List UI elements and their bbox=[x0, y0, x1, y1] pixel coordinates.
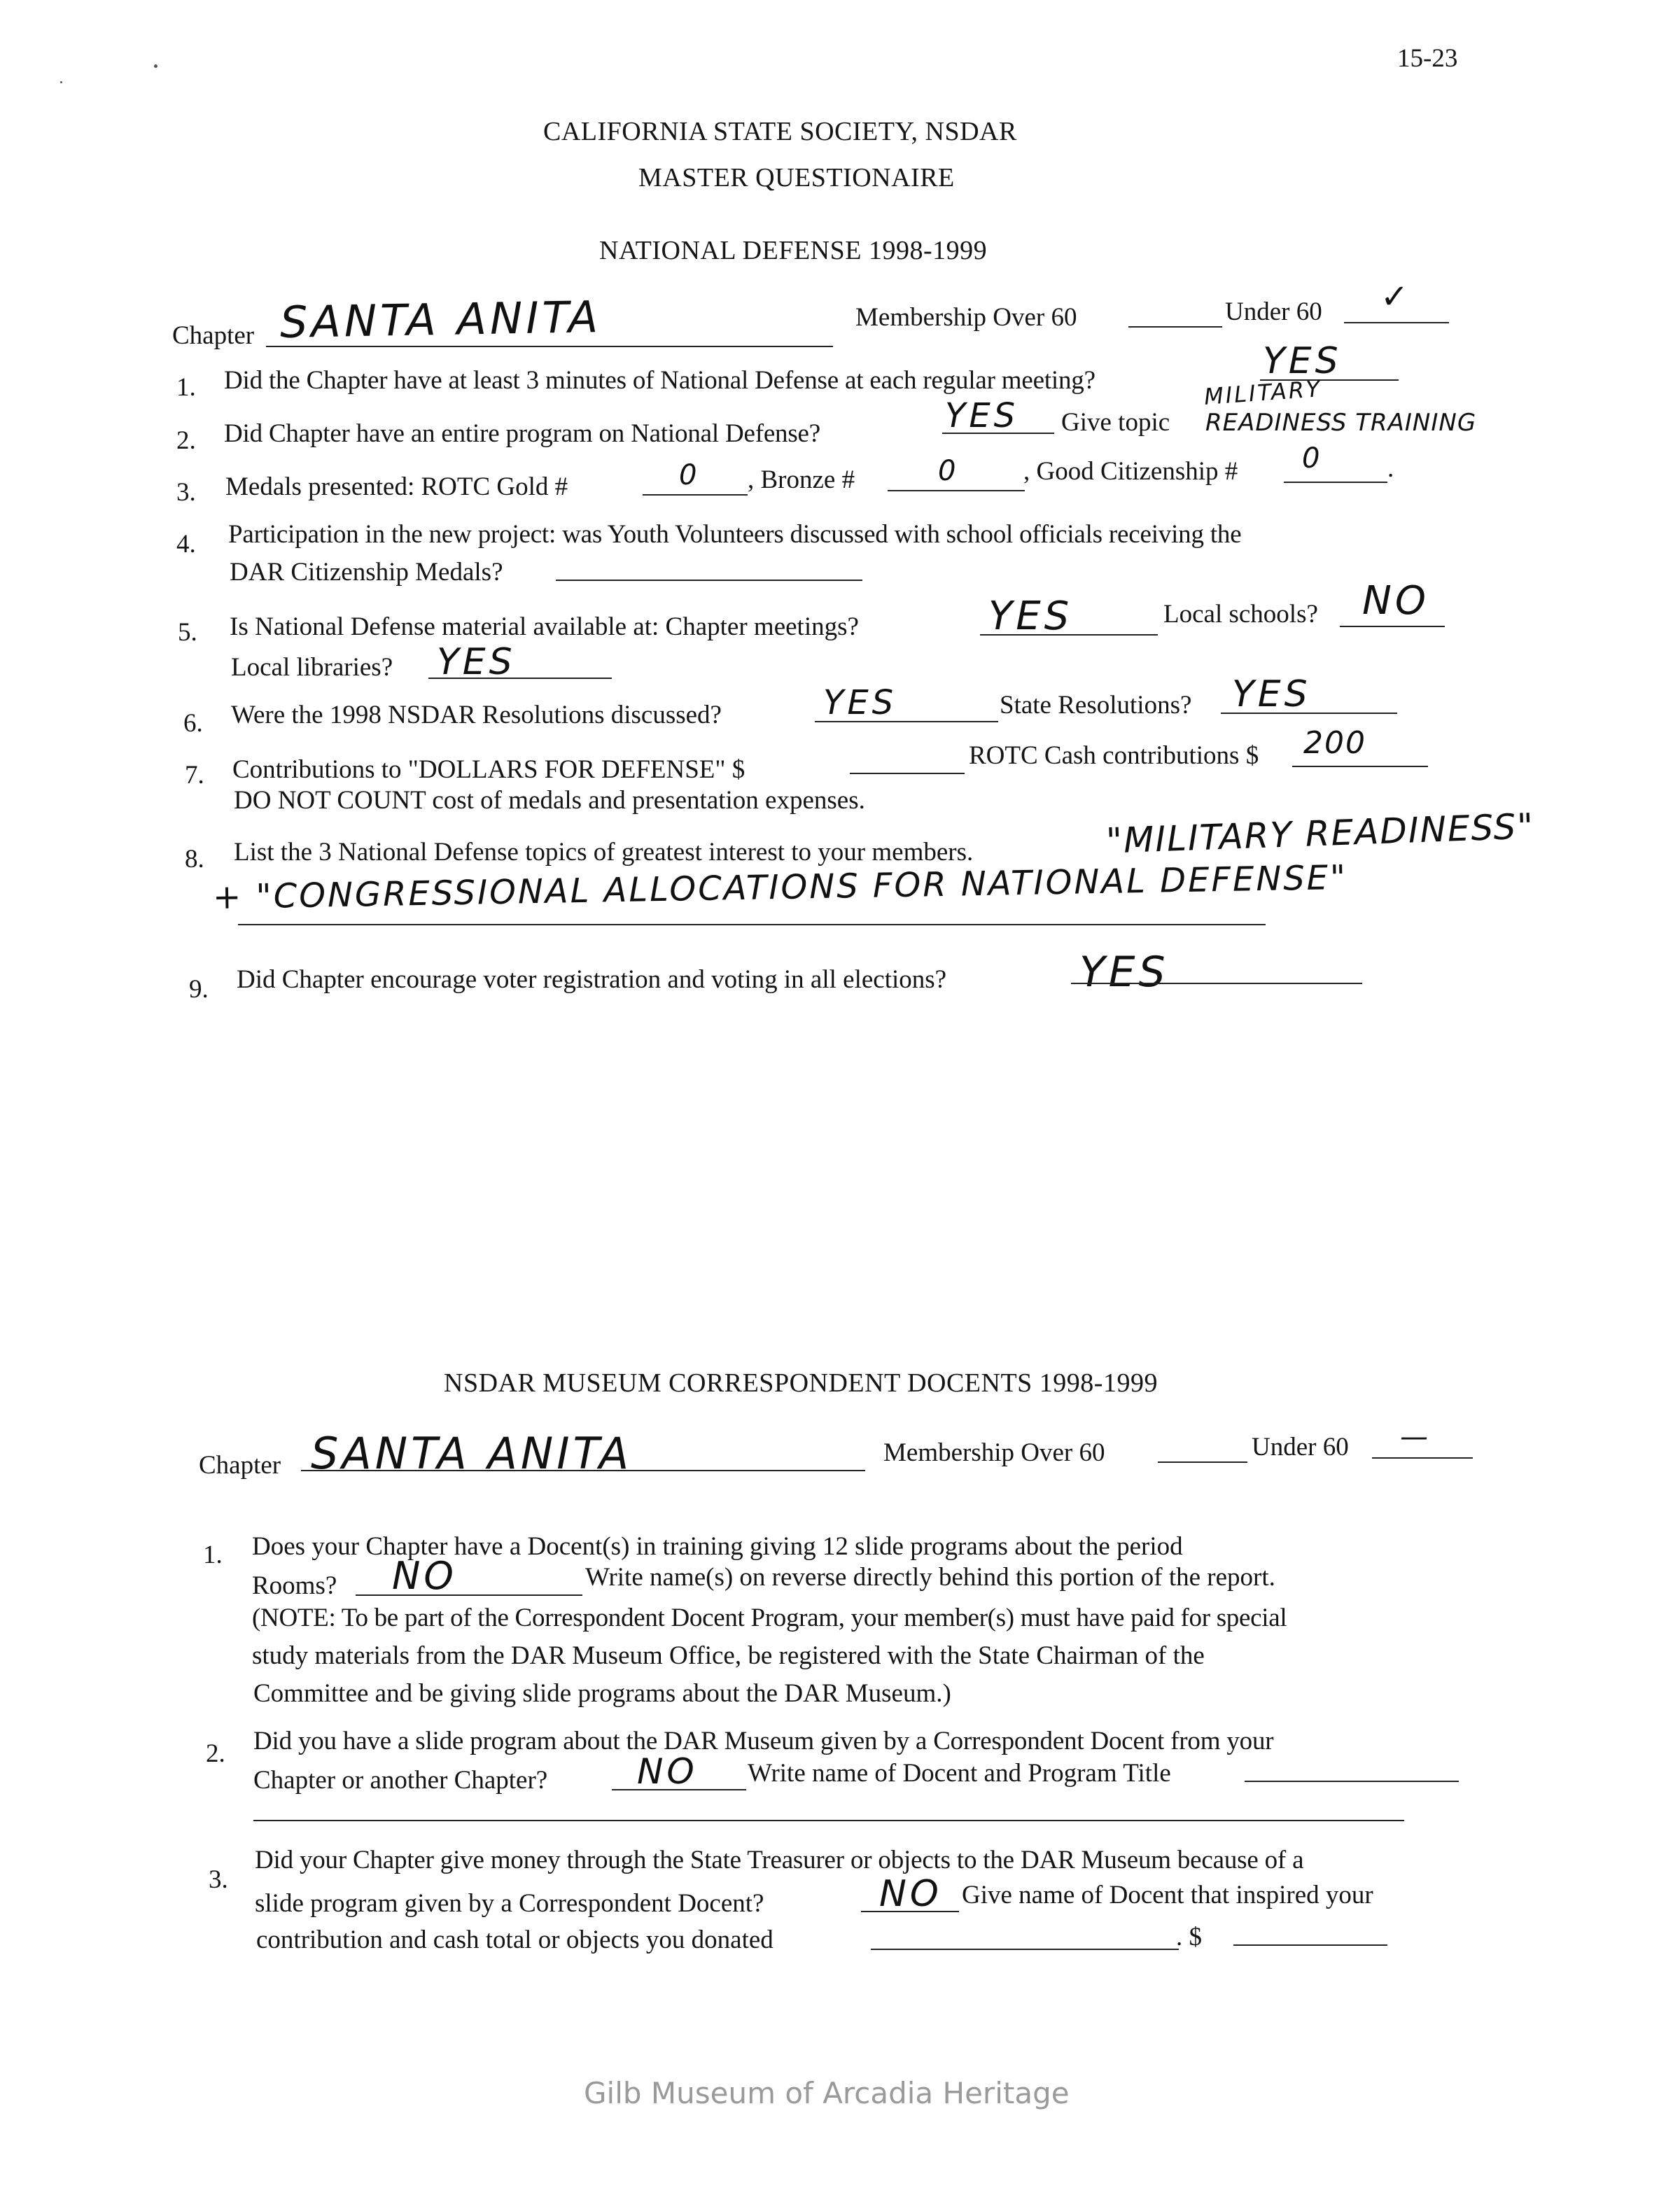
q4-line1: Participation in the new project: was Youth Volunteers discussed with school officials receiving the bbox=[228, 520, 1242, 549]
section2-membership-over-line bbox=[1158, 1461, 1247, 1463]
q2-answer: YES bbox=[945, 396, 1019, 435]
q3-bronze-label: , Bronze # bbox=[748, 465, 855, 494]
q1-text: Did the Chapter have at least 3 minutes of National Defense at each regular meeting? bbox=[224, 366, 1096, 395]
chapter-line bbox=[266, 346, 833, 347]
q6-state-line bbox=[1221, 713, 1397, 714]
s2-q1-line bbox=[356, 1594, 582, 1596]
q6-state-label: State Resolutions? bbox=[1000, 691, 1192, 720]
scan-speck bbox=[154, 64, 158, 68]
under-60-handwritten: ✓ bbox=[1380, 277, 1413, 316]
s2-q1-note-line3: Committee and be giving slide programs about the DAR Museum.) bbox=[253, 1679, 951, 1708]
questionnaire-title: MASTER QUESTIONAIRE bbox=[638, 163, 955, 192]
q5-line1: Is National Defense material available at: Chapter meetings? bbox=[230, 612, 859, 641]
q2-text: Did Chapter have an entire program on National Defense? bbox=[224, 419, 820, 448]
section-title-museum-docents: NSDAR MUSEUM CORRESPONDENT DOCENTS 1998-1999 bbox=[444, 1368, 1158, 1398]
scan-speck bbox=[60, 81, 62, 83]
q6-answer: YES bbox=[823, 683, 897, 722]
q5-local-schools-answer: NO bbox=[1362, 578, 1429, 624]
q3-number: 3. bbox=[176, 478, 196, 507]
q4-line bbox=[556, 580, 862, 581]
q5-line2: Local libraries? bbox=[231, 653, 393, 682]
s2-q2-extra-line bbox=[253, 1820, 1404, 1821]
q7-rotc-label: ROTC Cash contributions $ bbox=[969, 741, 1259, 770]
q5-chapter-meetings-answer: YES bbox=[988, 594, 1073, 639]
chapter-label: Chapter bbox=[172, 321, 255, 350]
q7-dollars-line bbox=[850, 773, 965, 774]
page-number: 15-23 bbox=[1397, 44, 1458, 73]
q3-bronze-line bbox=[888, 490, 1025, 491]
q2-topic-label: Give topic bbox=[1061, 408, 1170, 437]
q7-line1: Contributions to "DOLLARS FOR DEFENSE" $ bbox=[232, 755, 746, 784]
s2-q2-line1: Did you have a slide program about the DAR Museum given by a Correspondent Docent from your bbox=[253, 1727, 1274, 1755]
q5-number: 5. bbox=[178, 618, 197, 647]
s2-q2-number: 2. bbox=[206, 1739, 225, 1768]
q8-answer-2: + "CONGRESSIONAL ALLOCATIONS FOR NATIONAL DEFENSE" bbox=[212, 857, 1348, 918]
q4-line2: DAR Citizenship Medals? bbox=[230, 558, 503, 587]
s2-q3-donation-line bbox=[871, 1949, 1179, 1950]
q5-local-libraries-line bbox=[428, 678, 612, 679]
q7-rotc-value: 200 bbox=[1303, 725, 1366, 761]
footer-credit: Gilb Museum of Arcadia Heritage bbox=[584, 2076, 1070, 2110]
s2-q1-rooms-label: Rooms? bbox=[252, 1571, 337, 1600]
section-title-national-defense: NATIONAL DEFENSE 1998-1999 bbox=[599, 236, 988, 265]
q2-topic-answer-top: MILITARY bbox=[1203, 375, 1323, 410]
membership-over-line bbox=[1128, 326, 1222, 328]
s2-q1-note-line1: (NOTE: To be part of the Correspondent Docent Program, your member(s) must have paid for special bbox=[252, 1604, 1287, 1632]
chapter-handwritten: SANTA ANITA bbox=[279, 290, 602, 349]
q2-line bbox=[942, 433, 1054, 434]
under-60-label: Under 60 bbox=[1225, 297, 1322, 326]
q2-number: 2. bbox=[176, 426, 196, 455]
s2-q2-answer: NO bbox=[637, 1751, 698, 1792]
q3-bronze-value: 0 bbox=[938, 455, 960, 487]
membership-over-label: Membership Over 60 bbox=[855, 303, 1077, 332]
s2-q1-line1: Does your Chapter have a Docent(s) in training giving 12 slide programs about the period bbox=[252, 1532, 1183, 1561]
q5-local-schools-line bbox=[1340, 626, 1445, 627]
q7-line2: DO NOT COUNT cost of medals and presentation expenses. bbox=[234, 786, 865, 815]
q7-rotc-line bbox=[1292, 766, 1428, 767]
s2-q3-answer: NO bbox=[879, 1873, 942, 1915]
under-60-line bbox=[1344, 322, 1449, 323]
s2-q2-answer-line bbox=[612, 1789, 746, 1790]
section2-chapter-handwritten: SANTA ANITA bbox=[311, 1428, 633, 1479]
q3-citizenship-line bbox=[1284, 482, 1387, 483]
s2-q2-line2b: Write name of Docent and Program Title bbox=[748, 1759, 1171, 1788]
q9-answer: YES bbox=[1079, 948, 1169, 997]
s2-q3-number: 3. bbox=[209, 1865, 228, 1894]
q8-number: 8. bbox=[185, 845, 204, 874]
s2-q3-answer-line bbox=[861, 1911, 959, 1912]
s2-q2-title-line bbox=[1245, 1781, 1459, 1782]
q3-end: . bbox=[1387, 454, 1394, 483]
q7-number: 7. bbox=[185, 761, 204, 790]
q3-citizenship-label: , Good Citizenship # bbox=[1023, 457, 1238, 486]
section2-under-60-label: Under 60 bbox=[1252, 1433, 1349, 1461]
q6-state-answer: YES bbox=[1232, 673, 1311, 715]
s2-q1-number: 1. bbox=[203, 1541, 223, 1569]
s2-q1-note-line2: study materials from the DAR Museum Office, be registered with the State Chairman of the bbox=[252, 1641, 1205, 1670]
s2-q3-line2a: slide program given by a Correspondent Docent? bbox=[255, 1889, 764, 1918]
q3-gold-label: Medals presented: ROTC Gold # bbox=[225, 472, 568, 501]
q9-text: Did Chapter encourage voter registration and voting in all elections? bbox=[237, 965, 947, 994]
q3-gold-value: 0 bbox=[679, 459, 701, 491]
q6-text: Were the 1998 NSDAR Resolutions discussed? bbox=[231, 701, 722, 729]
q9-line bbox=[1071, 983, 1362, 984]
q8-text: List the 3 National Defense topics of greatest interest to your members. bbox=[234, 838, 974, 867]
q5-chapter-meetings-line bbox=[980, 634, 1158, 636]
section2-chapter-label: Chapter bbox=[199, 1451, 281, 1480]
s2-q1-line2b: Write name(s) on reverse directly behind this portion of the report. bbox=[585, 1563, 1275, 1592]
q3-gold-line bbox=[643, 494, 748, 496]
s2-q1-answer: NO bbox=[392, 1554, 457, 1598]
q8-line bbox=[238, 924, 1266, 925]
s2-q2-line2a: Chapter or another Chapter? bbox=[253, 1766, 548, 1795]
q5-local-schools-label: Local schools? bbox=[1163, 600, 1318, 629]
section2-chapter-line bbox=[301, 1470, 865, 1471]
q8-answer-1: "MILITARY READINESS" bbox=[1105, 806, 1536, 862]
s2-q3-dollar-line bbox=[1233, 1944, 1387, 1946]
q4-number: 4. bbox=[176, 530, 196, 559]
q6-line bbox=[815, 721, 998, 722]
q9-number: 9. bbox=[189, 975, 209, 1004]
q1-answer: YES bbox=[1263, 340, 1342, 382]
s2-q3-line3b: . $ bbox=[1176, 1923, 1202, 1951]
section2-membership-over-label: Membership Over 60 bbox=[883, 1438, 1105, 1467]
s2-q3-line3a: contribution and cash total or objects you donated bbox=[256, 1926, 774, 1954]
society-title: CALIFORNIA STATE SOCIETY, NSDAR bbox=[543, 117, 1017, 146]
q3-citizenship-value: 0 bbox=[1302, 442, 1324, 475]
section2-under-60-handwritten: — bbox=[1400, 1421, 1432, 1453]
section2-under-60-line bbox=[1372, 1457, 1473, 1459]
s2-q3-line1: Did your Chapter give money through the State Treasurer or objects to the DAR Museum because of a bbox=[255, 1846, 1304, 1874]
q5-local-libraries-answer: YES bbox=[437, 641, 516, 683]
q2-topic-answer-bottom: READINESS TRAINING bbox=[1205, 409, 1477, 437]
q1-number: 1. bbox=[176, 373, 196, 402]
s2-q3-line2b: Give name of Docent that inspired your bbox=[962, 1881, 1373, 1909]
q6-number: 6. bbox=[183, 709, 203, 738]
